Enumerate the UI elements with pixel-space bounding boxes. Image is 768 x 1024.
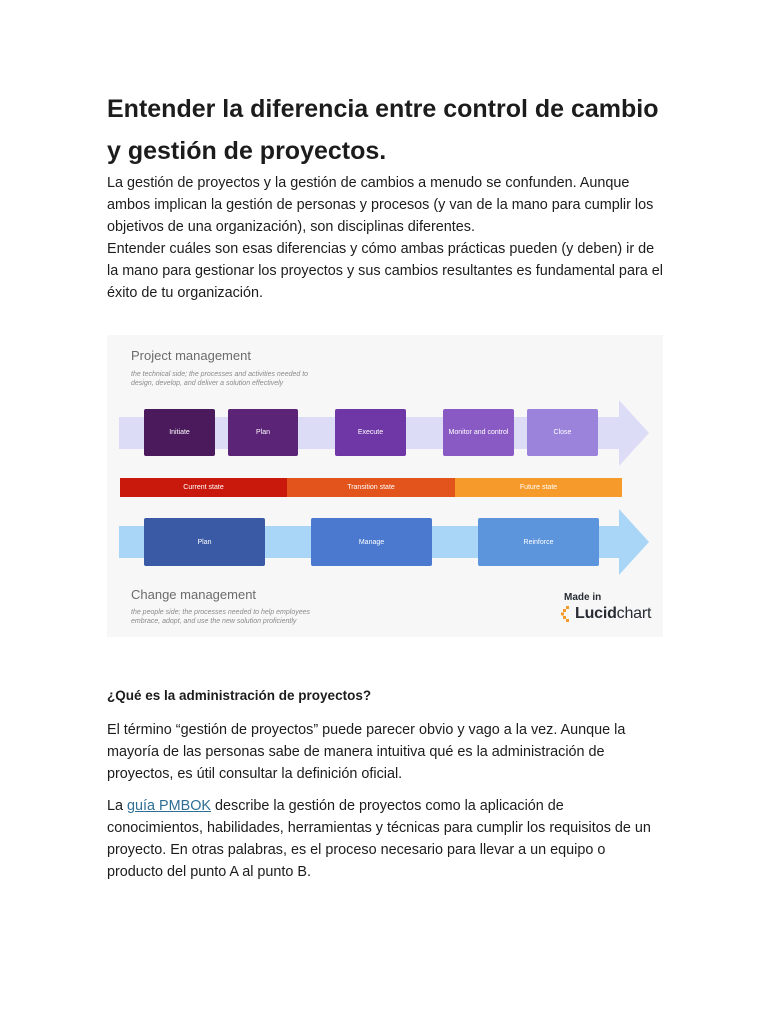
article-body	[107, 719, 663, 883]
para-suffix: describe la gestión de proyectos como la aplicación de conocimientos, habilidades, herramientas y técnicas para cumplir los requisitos de un proyecto. En otras palabras, es el proceso necesario para llevar a un equipo o producto del punto A al punto B.	[107, 798, 651, 880]
step-close: Close	[527, 409, 598, 456]
comparison-diagram	[107, 335, 663, 637]
article-intro	[107, 88, 663, 304]
lucidchart-logo	[561, 605, 651, 623]
step-monitor-control: Monitor and control	[443, 409, 514, 456]
step-change-plan: Plan	[144, 518, 265, 566]
intro-paragraph-2: Entender cuáles son esas diferencias y cómo ambas prácticas pueden (y deben) ir de la mano para gestionar los proyectos y sus cambios resultantes es fundamental para el éxito de tu organización.	[107, 241, 663, 301]
step-reinforce: Reinforce	[478, 518, 599, 566]
intro-paragraph-1: La gestión de proyectos y la gestión de cambios a menudo se confunden. Aunque ambos implican la gestión de personas y procesos (y van de la mano para cumplir los objetivos de una organización), son disciplinas diferentes.	[107, 175, 654, 235]
step-initiate: Initiate	[144, 409, 215, 456]
brand-rest: chart	[616, 605, 652, 622]
bar-current-state: Current state	[120, 478, 287, 497]
change-management-title: Change management	[131, 587, 257, 602]
project-management-subtitle: the technical side; the processes and activities needed to design, develop, and deliver a solution effectively	[131, 371, 309, 387]
change-management-subtitle: the people side; the processes needed to help employees embrace, adopt, and use the new solution proficiently	[131, 609, 311, 625]
made-in-label: Made in	[564, 592, 602, 603]
brand-bold: Lucid	[575, 605, 617, 622]
pmbok-guide-link[interactable]: guía PMBOK	[127, 798, 211, 814]
step-execute: Execute	[335, 409, 406, 456]
project-management-title: Project management	[131, 348, 251, 363]
step-plan: Plan	[228, 409, 298, 456]
bar-transition-state: Transition state	[287, 478, 455, 497]
lucidchart-mark-icon	[561, 606, 575, 622]
para-prefix: La	[107, 798, 128, 814]
section-heading: ¿Qué es la administración de proyectos?	[107, 688, 372, 703]
body-paragraph-1: El término “gestión de proyectos” puede parecer obvio y vago a la vez. Aunque la mayoría de las personas sabe de manera intuitiva qué es la administración de proyectos, es útil consultar la definición oficial.	[107, 722, 626, 782]
page-title: Entender la diferencia entre control de cambio y gestión de proyectos.	[107, 95, 659, 165]
bar-future-state: Future state	[455, 478, 622, 497]
step-manage: Manage	[311, 518, 432, 566]
lucidchart-wordmark	[575, 605, 651, 623]
body-paragraph-2	[107, 795, 663, 883]
